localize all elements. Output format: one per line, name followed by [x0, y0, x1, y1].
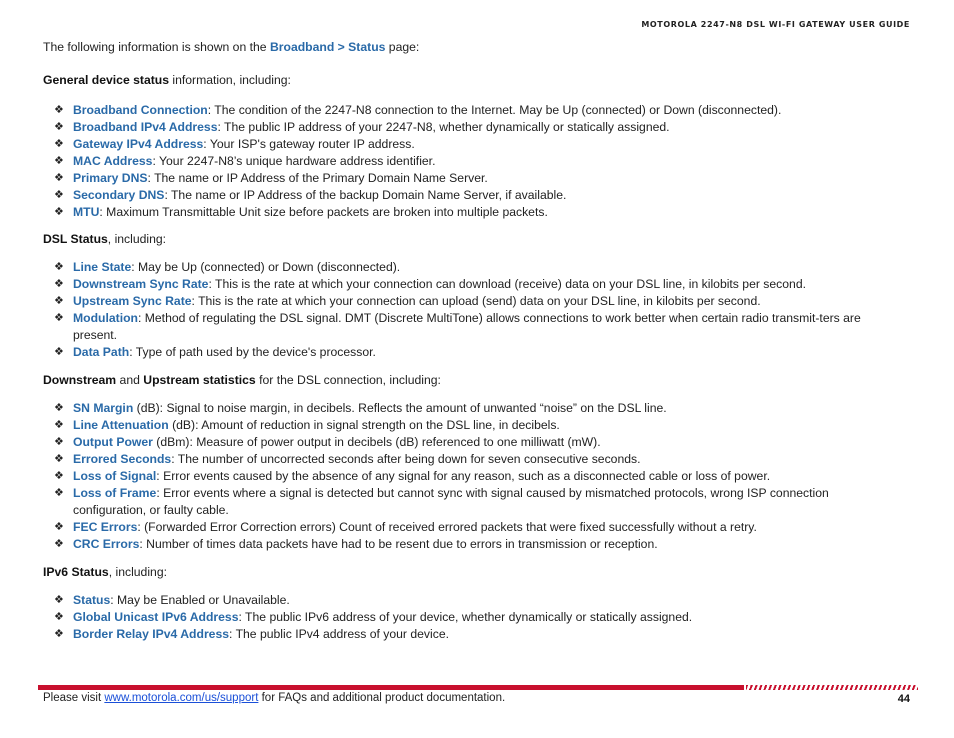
bullet-icon: ❖: [54, 419, 64, 431]
bullet-icon: ❖: [54, 312, 64, 324]
list-item-desc: : Method of regulating the DSL signal. DMT (Discrete MultiTone) allows connections to work better when certain radio transmit-ters are present.: [73, 311, 861, 342]
list-item-desc: : Your ISP's gateway router IP address.: [203, 137, 415, 151]
document-body: [43, 39, 893, 643]
list-item: [43, 119, 893, 136]
section-heading-rest: information, including:: [169, 73, 291, 87]
list-item: [43, 626, 893, 643]
section-heading-mid: and: [116, 373, 144, 387]
intro-term: Broadband > Status: [269, 40, 386, 54]
bullet-icon: ❖: [54, 628, 64, 640]
bullet-icon: ❖: [54, 470, 64, 482]
list-item: [43, 136, 893, 153]
bullet-icon: ❖: [54, 594, 64, 606]
list-item-desc: : The name or IP Address of the backup Domain Name Server, if available.: [164, 188, 567, 202]
bullet-icon: ❖: [54, 121, 64, 133]
list-item-term: Output Power: [73, 435, 153, 449]
list-item: [43, 170, 893, 187]
list-item-term: MAC Address: [73, 154, 153, 168]
bullet-icon: ❖: [54, 611, 64, 623]
list-item: [43, 592, 893, 609]
list-item-term: Line Attenuation: [73, 418, 169, 432]
list-item: [43, 609, 893, 626]
list-item-term: SN Margin: [73, 401, 134, 415]
list-item-desc: : Error events where a signal is detected but cannot sync with signal caused by mismatched protocols, wrong ISP connection configuration, or faulty cable.: [73, 486, 829, 517]
bullet-icon: ❖: [54, 189, 64, 201]
list-item-term: Gateway IPv4 Address: [73, 137, 204, 151]
footer-text: [43, 692, 505, 704]
bullet-list-ipv6: [43, 592, 893, 643]
list-item-desc: : May be Up (connected) or Down (disconnected).: [131, 260, 401, 274]
section-heading-dsl: [43, 231, 893, 248]
list-item: [43, 187, 893, 204]
list-item-term: MTU: [73, 205, 100, 219]
bullet-icon: ❖: [54, 155, 64, 167]
section-heading-rest: for the DSL connection, including:: [255, 373, 441, 387]
list-item-term: FEC Errors: [73, 520, 138, 534]
bullet-icon: ❖: [54, 104, 64, 116]
list-item: [43, 153, 893, 170]
list-item-desc: (dB): Amount of reduction in signal strength on the DSL line, in decibels.: [168, 418, 560, 432]
list-item: [43, 259, 893, 276]
list-item-desc: (dB): Signal to noise margin, in decibels. Reflects the amount of unwanted “noise” on the DSL line.: [133, 401, 667, 415]
list-item: [43, 102, 893, 119]
footer-divider-hatch: [746, 685, 918, 690]
list-item-term: Line State: [73, 260, 132, 274]
list-item-term: Loss of Signal: [73, 469, 157, 483]
section-heading-bold: DSL Status: [43, 232, 108, 246]
list-item: [43, 293, 893, 310]
intro-suffix: page:: [385, 40, 420, 54]
list-item-term: Global Unicast IPv6 Address: [73, 610, 239, 624]
support-link[interactable]: www.motorola.com/us/support: [104, 692, 259, 704]
list-item-desc: : This is the rate at which your connection can download (receive) data on your DSL line, in kilobits per second.: [208, 277, 806, 291]
page-number: 44: [897, 693, 910, 705]
list-item-term: Upstream Sync Rate: [73, 294, 192, 308]
list-item-term: Status: [73, 593, 111, 607]
section-heading-bold: IPv6 Status: [43, 565, 109, 579]
list-item-desc: (dBm): Measure of power output in decibels (dB) referenced to one milliwatt (mW).: [152, 435, 601, 449]
list-item: [43, 451, 893, 468]
list-item-term: Data Path: [73, 345, 130, 359]
list-item-term: Primary DNS: [73, 171, 148, 185]
list-item: [43, 485, 893, 519]
list-item-term: Broadband Connection: [73, 103, 208, 117]
list-item-desc: : The public IPv6 address of your device, whether dynamically or statically assigned.: [238, 610, 693, 624]
header-title: MOTOROLA 2247-N8 DSL WI-FI GATEWAY USER GUIDE: [641, 20, 910, 29]
list-item-term: CRC Errors: [73, 537, 140, 551]
section-heading-bold: Downstream: [43, 373, 117, 387]
section-heading-ipv6: [43, 564, 893, 581]
list-item-term: Errored Seconds: [73, 452, 172, 466]
list-item-desc: : May be Enabled or Unavailable.: [110, 593, 290, 607]
list-item-desc: : (Forwarded Error Correction errors) Count of received errored packets that were fixed successfully without a retry.: [137, 520, 757, 534]
section-heading-general: [43, 72, 893, 89]
list-item-term: Secondary DNS: [73, 188, 165, 202]
bullet-icon: ❖: [54, 295, 64, 307]
list-item-term: Downstream Sync Rate: [73, 277, 209, 291]
list-item: [43, 519, 893, 536]
bullet-icon: ❖: [54, 261, 64, 273]
bullet-icon: ❖: [54, 487, 64, 499]
list-item-desc: : Number of times data packets have had to be resent due to errors in transmission or reception.: [139, 537, 658, 551]
bullet-icon: ❖: [54, 206, 64, 218]
section-heading-statistics: [43, 372, 893, 389]
bullet-icon: ❖: [54, 453, 64, 465]
list-item: [43, 417, 893, 434]
bullet-list-dsl: [43, 259, 893, 361]
bullet-icon: ❖: [54, 521, 64, 533]
footer-prefix: Please visit: [43, 692, 105, 704]
list-item-desc: : Maximum Transmittable Unit size before packets are broken into multiple packets.: [99, 205, 548, 219]
list-item-desc: : The public IP address of your 2247-N8, whether dynamically or statically assigned.: [217, 120, 670, 134]
list-item: [43, 400, 893, 417]
list-item: [43, 204, 893, 221]
bullet-icon: ❖: [54, 436, 64, 448]
bullet-icon: ❖: [54, 402, 64, 414]
list-item-desc: : The number of uncorrected seconds after being down for seven consecutive seconds.: [171, 452, 641, 466]
list-item-desc: : The public IPv4 address of your device.: [229, 627, 449, 641]
section-heading-rest: , including:: [107, 232, 167, 246]
list-item-desc: : Your 2247-N8’s unique hardware address identifier.: [152, 154, 436, 168]
list-item-desc: : This is the rate at which your connection can upload (send) data on your DSL line, in kilobits per second.: [191, 294, 761, 308]
list-item: [43, 276, 893, 293]
list-item: [43, 344, 893, 361]
list-item-term: Border Relay IPv4 Address: [73, 627, 230, 641]
list-item: [43, 468, 893, 485]
list-item-desc: : Error events caused by the absence of any signal for any reason, such as a disconnected cable or loss of power.: [156, 469, 771, 483]
list-item: [43, 310, 893, 344]
list-item-term: Loss of Frame: [73, 486, 157, 500]
section-heading-rest: , including:: [108, 565, 167, 579]
bullet-icon: ❖: [54, 538, 64, 550]
section-heading-bold: General device status: [43, 73, 169, 87]
intro-paragraph: [43, 39, 893, 56]
list-item: [43, 434, 893, 451]
bullet-icon: ❖: [54, 138, 64, 150]
list-item-desc: : The name or IP Address of the Primary Domain Name Server.: [147, 171, 488, 185]
list-item-term: Broadband IPv4 Address: [73, 120, 218, 134]
bullet-icon: ❖: [54, 278, 64, 290]
list-item-desc: : The condition of the 2247-N8 connection to the Internet. May be Up (connected) or Down (disconnected).: [207, 103, 782, 117]
intro-prefix: The following information is shown on the: [43, 40, 270, 54]
bullet-list-statistics: [43, 400, 893, 553]
footer-divider: [38, 685, 918, 690]
footer-divider-solid: [38, 685, 744, 690]
footer-suffix: for FAQs and additional product documentation.: [258, 692, 506, 704]
bullet-list-general: [43, 102, 893, 221]
list-item-desc: : Type of path used by the device's processor.: [129, 345, 376, 359]
list-item: [43, 536, 893, 553]
section-heading-bold-2: Upstream statistics: [143, 373, 256, 387]
bullet-icon: ❖: [54, 172, 64, 184]
list-item-term: Modulation: [73, 311, 138, 325]
bullet-icon: ❖: [54, 346, 64, 358]
